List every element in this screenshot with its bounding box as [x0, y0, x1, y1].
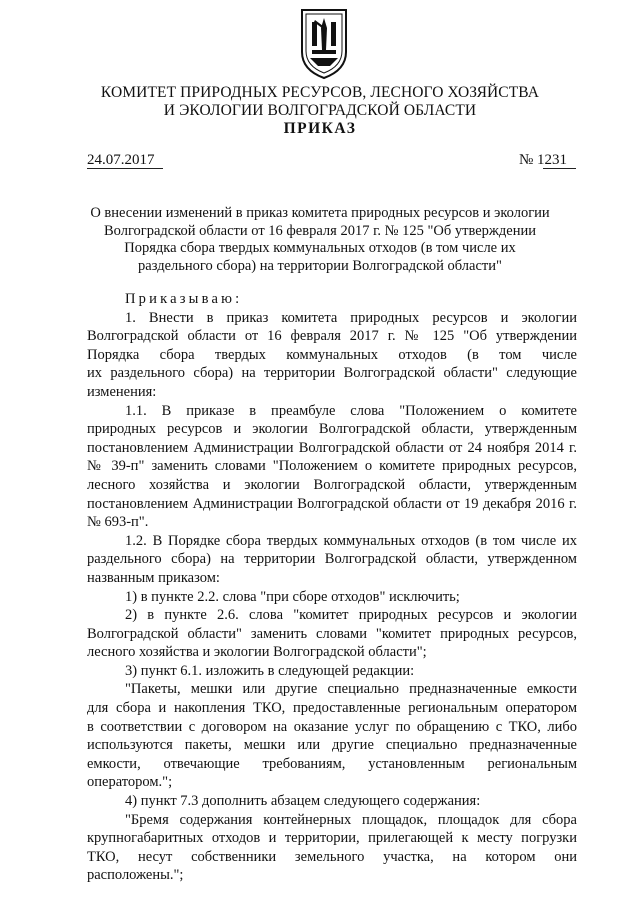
document-number: № 1231 — [519, 152, 568, 168]
body-line: "Бремя содержания контейнерных площадок, площадок для сбора — [125, 811, 577, 828]
subject-line: Порядка сбора твердых коммунальных отходов (в том числе их — [124, 240, 516, 256]
document-subject — [80, 205, 560, 275]
body-line: емкости, отвечающие требованиям, установленным региональным — [87, 755, 577, 772]
subject-line: О внесении изменений в приказ комитета природных ресурсов и экологии — [90, 205, 550, 221]
body-line: ТКО, несут собственники земельного участка, на котором они — [87, 848, 577, 865]
body-line: природных ресурсов и экологии Волгоградской области, утвержденным — [87, 421, 577, 438]
number-underline — [543, 168, 576, 169]
body-line: оператором."; — [87, 774, 173, 791]
body-line: лесного хозяйства и экологии Волгоградской области, утвержденным — [87, 476, 577, 493]
org-name-line2: И ЭКОЛОГИИ ВОЛГОГРАДСКОЙ ОБЛАСТИ — [163, 102, 477, 119]
body-line: лесного хозяйства и экологии Волгоградской области"; — [87, 644, 427, 661]
body-line: расположены."; — [87, 867, 184, 884]
body-line: постановлением Администрации Волгоградской области от 24 ноября 2014 г. — [87, 439, 577, 456]
body-line: 3) пункт 6.1. изложить в следующей редакции: — [125, 662, 415, 679]
body-line: изменения: — [87, 383, 157, 400]
body-line: 1. Внести в приказ комитета природных ресурсов и экологии — [125, 309, 577, 326]
body-line: 1) в пункте 2.2. слова "при сборе отходов" исключить; — [125, 588, 460, 605]
body-line: 1.1. В приказе в преамбуле слова "Положением о комитете — [125, 402, 577, 419]
body-line: 4) пункт 7.3 дополнить абзацем следующего содержания: — [125, 793, 481, 810]
body-line: Порядка сбора твердых коммунальных отходов (в том числе — [87, 346, 577, 363]
body-line: № 39-п" заменить словами "Положением о комитете природных ресурсов, — [87, 458, 577, 475]
body-line: 2) в пункте 2.6. слова "комитет природных ресурсов и экологии — [125, 607, 577, 624]
document-type: ПРИКАЗ — [283, 120, 357, 137]
date-underline — [87, 168, 163, 169]
body-line: их раздельного сбора) на территории Волгоградской области" следующие — [87, 365, 577, 382]
order-word: Приказываю: — [125, 291, 243, 307]
body-line: "Пакеты, мешки или другие специально предназначенные емкости — [125, 681, 577, 698]
document-date: 24.07.2017 — [87, 152, 155, 168]
body-line: № 693-п". — [87, 514, 149, 531]
org-name-line1: КОМИТЕТ ПРИРОДНЫХ РЕСУРСОВ, ЛЕСНОГО ХОЗЯЙСТВА — [100, 84, 540, 101]
body-line: постановлением Администрации Волгоградской области от 19 декабря 2016 г. — [87, 495, 577, 512]
body-line: названным приказом: — [87, 569, 220, 586]
body-line: раздельного сбора) на территории Волгоградской области, утвержденном — [87, 551, 577, 568]
subject-line: Волгоградской области от 16 февраля 2017 г. № 125 "Об утверждении — [103, 222, 536, 239]
body-line: используются пакеты, мешки или другие специально предназначенные — [87, 737, 577, 754]
emblem-icon — [300, 8, 348, 80]
document-body — [87, 290, 577, 885]
body-line: крупногабаритных отходов и территории, прилегающей к месту погрузки — [87, 830, 577, 847]
body-line: Волгоградской области от 16 февраля 2017 г. № 125 "Об утверждении — [87, 328, 577, 345]
body-line: для сбора и накопления ТКО, предоставленные региональным оператором — [87, 700, 577, 717]
body-line: Волгоградской области" заменить словами "комитет природных ресурсов, — [87, 625, 577, 642]
body-line: в соответствии с договором на оказание услуг по обращению с ТКО, либо — [87, 718, 577, 735]
body-line: 1.2. В Порядке сбора твердых коммунальных отходов (в том числе их — [125, 532, 577, 549]
subject-line: раздельного сбора) на территории Волгоградской области" — [138, 257, 502, 274]
